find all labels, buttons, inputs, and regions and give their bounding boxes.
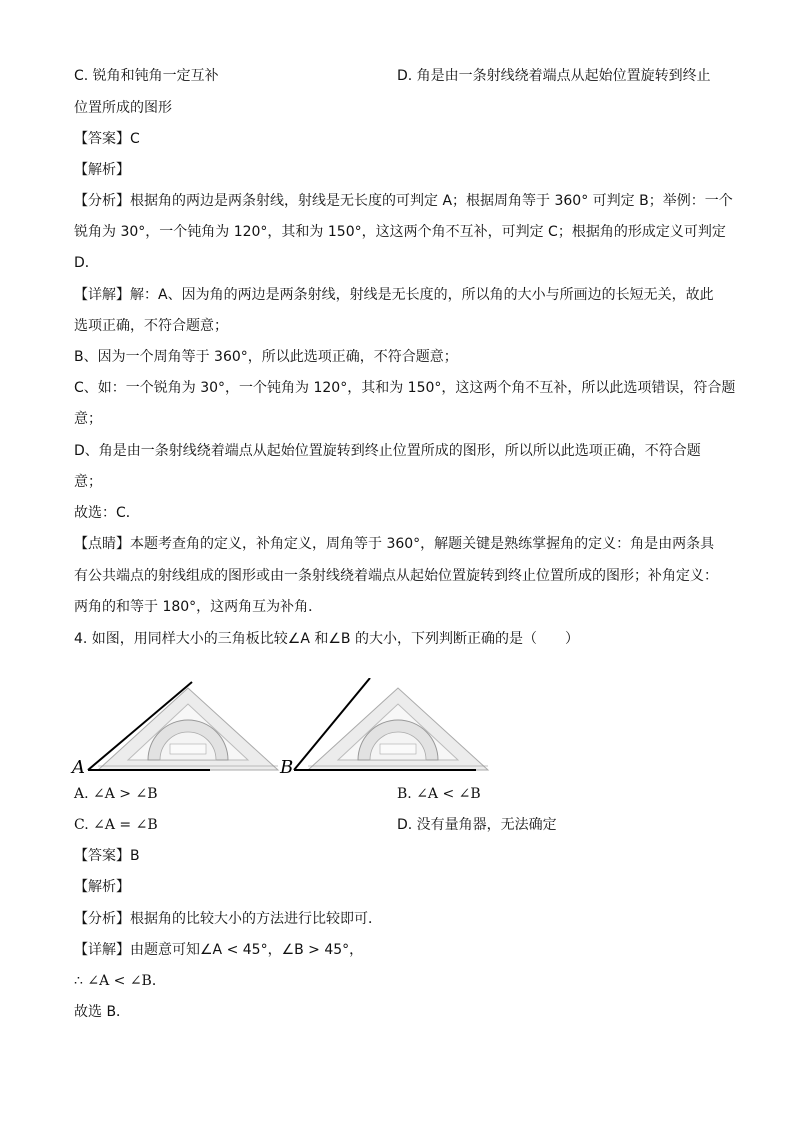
q3-option-d-cont: 位置所成的图形	[74, 100, 172, 116]
q3-option-d: D. 角是由一条射线绕着端点从起始位置旋转到终止	[397, 68, 711, 84]
q4-stem: 4. 如图，用同样大小的三角板比较∠A 和∠B 的大小，下列判断正确的是（ ）	[74, 631, 579, 647]
q4-answer: 【答案】B	[74, 848, 140, 864]
q3-dianjing-line: 有公共端点的射线组成的图形或由一条射线绕着端点从起始位置旋转到终止位置所成的图形；补角定义：	[74, 568, 718, 584]
q4-option-b: B. ∠A < ∠B	[397, 786, 481, 802]
q3-xiangjie-line: 故选：C．	[74, 505, 140, 521]
q4-xiangjie: 【详解】由题意可知∠A < 45°，∠B > 45°，	[74, 942, 364, 958]
q3-option-c: C. 锐角和钝角一定互补	[74, 68, 219, 84]
q3-fenxi-line: 锐角为 30°，一个钝角为 120°，其和为 150°，这这两个角不互补，可判定 C；根据角的形成定义可判定	[74, 224, 726, 240]
q4-option-d: D. 没有量角器，无法确定	[397, 817, 557, 833]
q4-fenxi: 【分析】根据角的比较大小的方法进行比较即可．	[74, 911, 382, 927]
q3-analysis-heading: 【解析】	[74, 162, 130, 178]
angle-b-label: B	[280, 757, 294, 778]
angle-a-label: A	[72, 757, 85, 778]
q3-dianjing-line: 【点睛】本题考查角的定义，补角定义，周角等于 360°，解题关键是熟练掌握角的定义：角是由两条具	[74, 536, 715, 552]
q3-xiangjie-line: 【详解】解：A、因为角的两边是两条射线，射线是无长度的，所以角的大小与所画边的长短无关，故此	[74, 287, 714, 303]
set-square-b	[294, 678, 488, 770]
q3-xiangjie-line: C、如：一个锐角为 30°，一个钝角为 120°，其和为 150°，这这两个角不互补，所以此选项错误，符合题	[74, 380, 736, 396]
set-square-a	[88, 682, 278, 770]
q3-xiangjie-line: D、角是由一条射线绕着端点从起始位置旋转到终止位置所成的图形，所以所以此选项正确，不符合题	[74, 443, 701, 459]
q3-fenxi-line: 【分析】根据角的两边是两条射线，射线是无长度的可判定 A；根据周角等于 360° 可判定 B；举例：一个	[74, 193, 733, 209]
q4-option-a: A. ∠A > ∠B	[74, 786, 158, 802]
q3-dianjing-line: 两角的和等于 180°，这两角互为补角．	[74, 599, 323, 615]
q4-analysis-heading: 【解析】	[74, 879, 130, 895]
q3-xiangjie-line: 选项正确，不符合题意；	[74, 318, 228, 334]
q3-xiangjie-line: 意；	[74, 474, 102, 490]
q3-answer: 【答案】C	[74, 131, 140, 147]
q3-fenxi-line: D．	[74, 255, 99, 271]
q4-option-c: C. ∠A = ∠B	[74, 817, 158, 833]
set-square-figure	[70, 678, 490, 782]
q3-xiangjie-line: 意；	[74, 411, 102, 427]
q4-choice: 故选 B．	[74, 1004, 131, 1020]
q3-xiangjie-line: B、因为一个周角等于 360°，所以此选项正确，不符合题意；	[74, 349, 458, 365]
q4-therefore: ∴ ∠A < ∠B．	[74, 973, 166, 989]
